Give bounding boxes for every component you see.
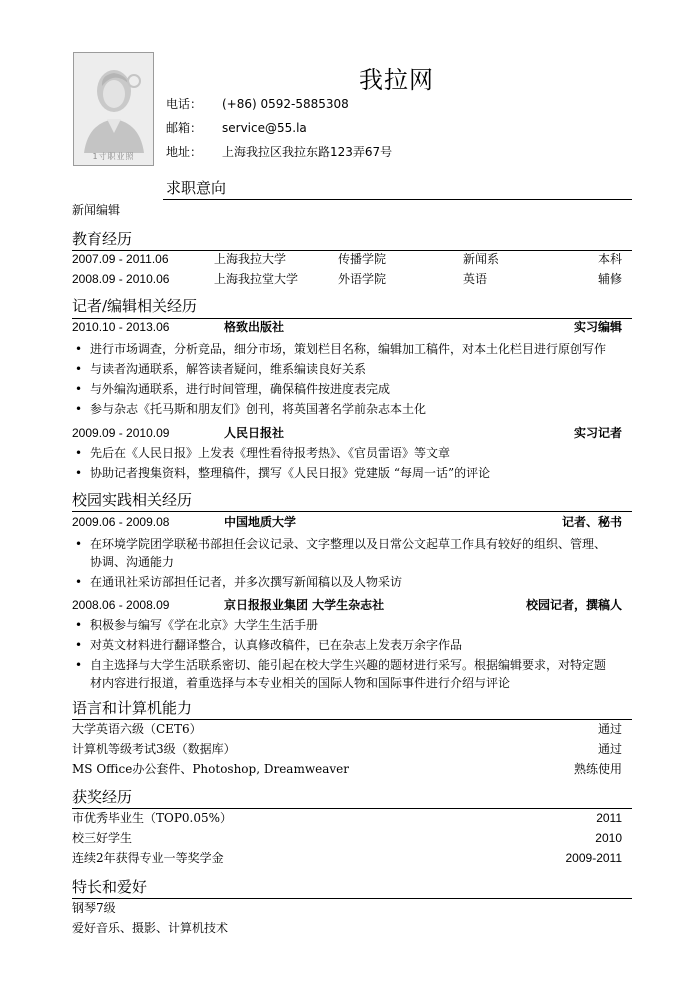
award-year: 2010 <box>595 831 622 845</box>
experience-bullets <box>72 444 632 482</box>
experience-bullets <box>72 535 632 591</box>
education-degree: 辅修 <box>597 272 622 286</box>
education-school: 上海我拉大学 <box>214 252 287 266</box>
hobbies-divider <box>72 898 632 899</box>
bullet-icon: • <box>75 362 83 376</box>
phone-line <box>166 97 349 111</box>
skill-level: 熟练使用 <box>573 762 622 776</box>
list-item <box>72 656 632 692</box>
bullet-icon: • <box>75 342 83 356</box>
education-school: 上海我拉堂大学 <box>214 272 299 286</box>
experience-date: 2009.09 - 2010.09 <box>72 426 170 440</box>
list-item <box>72 573 632 591</box>
bullet-icon: • <box>75 638 83 652</box>
list-item-text: 对英文材料进行翻译整合，认真修改稿件，已在杂志上发表万余字作品 <box>90 638 463 652</box>
education-college: 传播学院 <box>338 252 387 266</box>
journalism-title: 记者/编辑相关经历 <box>72 297 198 315</box>
objective-text: 新闻编辑 <box>72 203 121 217</box>
education-college: 外语学院 <box>338 272 387 286</box>
bullet-icon: • <box>75 466 83 480</box>
award-name: 校三好学生 <box>72 831 133 845</box>
experience-org: 中国地质大学 <box>224 515 297 529</box>
address-line <box>166 145 392 159</box>
person-silhouette-icon <box>74 53 153 165</box>
list-item <box>72 444 632 462</box>
email-line <box>166 121 307 135</box>
bullet-icon: • <box>75 658 83 672</box>
experience-role: 校园记者，撰稿人 <box>525 598 622 612</box>
experience-role: 实习记者 <box>573 426 622 440</box>
list-item <box>72 360 632 378</box>
experience-date: 2008.06 - 2008.09 <box>72 598 170 612</box>
bullet-icon: • <box>75 446 83 460</box>
experience-org: 京日报报业集团 大学生杂志社 <box>224 598 385 612</box>
address-label: 地址： <box>166 145 203 159</box>
skills-title: 语言和计算机能力 <box>72 699 193 717</box>
list-item-text: 自主选择与大学生活联系密切、能引起在校大学生兴趣的题材进行采写。根据编辑要求，对特定题 材内容进行报道，着重选择与本专业相关的国际人物和国际事件进行介绍与评论 <box>90 658 607 690</box>
education-date: 2008.09 - 2010.06 <box>72 272 170 286</box>
list-item-text: 参与杂志《托马斯和朋友们》创刊，将英国著名学前杂志本土化 <box>90 402 427 416</box>
award-year: 2011 <box>596 811 622 825</box>
experience-date: 2009.06 - 2009.08 <box>72 515 170 529</box>
skill-level: 通过 <box>597 722 622 736</box>
education-title: 教育经历 <box>72 230 133 248</box>
education-date: 2007.09 - 2011.06 <box>72 252 169 266</box>
bullet-icon: • <box>75 402 83 416</box>
profile-photo <box>73 52 154 166</box>
campus-divider <box>72 511 632 512</box>
photo-caption: 1寸职业照 <box>92 152 135 161</box>
hobbies-title: 特长和爱好 <box>72 878 148 896</box>
list-item-text: 与读者沟通联系，解答读者疑问，维系编读良好关系 <box>90 362 367 376</box>
list-item <box>72 535 632 571</box>
email-value: service@55.la <box>222 121 307 135</box>
list-item-text: 先后在《人民日报》上发表《理性看待报考热》、《官员雷语》等文章 <box>90 446 451 460</box>
experience-date: 2010.10 - 2013.06 <box>72 320 170 334</box>
award-year: 2009-2011 <box>565 851 622 865</box>
address-value: 上海我拉区我拉东路123弄67号 <box>222 145 393 159</box>
bullet-icon: • <box>75 575 83 589</box>
bullet-icon: • <box>75 382 83 396</box>
list-item-text: 协助记者搜集资料，整理稿件，撰写《人民日报》党建版 “每周一话”的评论 <box>90 466 491 480</box>
skill-name: 大学英语六级（CET6） <box>72 722 202 736</box>
objective-title: 求职意向 <box>166 179 227 197</box>
experience-role: 记者、秘书 <box>561 515 622 529</box>
phone-label: 电话： <box>166 97 203 111</box>
list-item <box>72 340 632 358</box>
list-item-text: 进行市场调查，分析竞品，细分市场，策划栏目名称，编辑加工稿件，对本土化栏目进行原创写作 <box>90 342 607 356</box>
awards-title: 获奖经历 <box>72 788 133 806</box>
list-item-text: 在环境学院团学联秘书部担任会议记录、文字整理以及日常公文起草工作具有较好的组织、管理、 协调、沟通能力 <box>90 537 607 569</box>
objective-divider <box>163 199 632 200</box>
list-item-text: 在通讯社采访部担任记者，并多次撰写新闻稿以及人物采访 <box>90 575 403 589</box>
candidate-name: 我拉网 <box>359 66 434 94</box>
award-name: 市优秀毕业生（TOP0.05%） <box>72 811 233 825</box>
list-item-text: 积极参与编写《学在北京》大学生生活手册 <box>90 618 319 632</box>
experience-bullets <box>72 340 632 418</box>
education-major: 英语 <box>463 272 488 286</box>
list-item <box>72 400 632 418</box>
bullet-icon: • <box>75 618 83 632</box>
phone-value: (+86) 0592-5885308 <box>222 97 349 111</box>
education-degree: 本科 <box>597 252 622 266</box>
skills-divider <box>72 719 632 720</box>
award-name: 连续2年获得专业一等奖学金 <box>72 851 224 865</box>
experience-org: 格致出版社 <box>224 320 285 334</box>
hobby-item: 钢琴7级 <box>72 901 116 915</box>
hobby-item: 爱好音乐、摄影、计算机技术 <box>72 921 229 935</box>
skill-name: MS Office办公套件、Photoshop, Dreamweaver <box>72 762 349 776</box>
email-label: 邮箱： <box>166 121 203 135</box>
list-item <box>72 636 632 654</box>
experience-role: 实习编辑 <box>573 320 622 334</box>
skill-name: 计算机等级考试3级（数据库） <box>72 742 236 756</box>
bullet-icon: • <box>75 537 83 551</box>
campus-title: 校园实践相关经历 <box>72 491 193 509</box>
list-item <box>72 616 632 634</box>
list-item <box>72 380 632 398</box>
experience-org: 人民日报社 <box>224 426 285 440</box>
skill-level: 通过 <box>597 742 622 756</box>
experience-bullets <box>72 616 632 692</box>
awards-divider <box>72 808 632 809</box>
list-item-text: 与外编沟通联系，进行时间管理，确保稿件按进度表完成 <box>90 382 391 396</box>
list-item <box>72 464 632 482</box>
education-major: 新闻系 <box>463 252 500 266</box>
